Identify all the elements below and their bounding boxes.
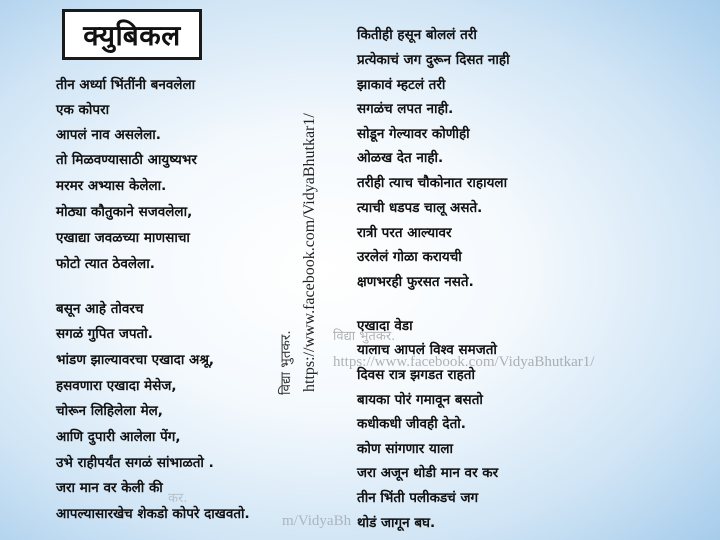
poem-line: रात्री परत आल्यावर	[357, 225, 452, 241]
poem-line: ओळख देत नाही.	[357, 150, 444, 166]
author-watermark: विद्या भुतकर.	[333, 329, 396, 344]
poem-line: आणि दुपारी आलेला पेंग,	[56, 429, 181, 445]
poem-line: एखादा वेडा	[357, 318, 413, 334]
title-box	[62, 9, 202, 60]
poem-title: क्युबिकल	[83, 18, 181, 52]
poem-line: थोडं जागून बघ.	[357, 515, 436, 531]
poem-line: मरमर अभ्यास केलेला.	[56, 178, 167, 194]
poem-line: आपल्यासारखेच शेकडो कोपरे दाखवतो.	[56, 506, 250, 522]
poem-line: मोठ्या कौतुकाने सजवलेला,	[56, 204, 193, 220]
poem-line: दिवस रात्र झगडत राहतो	[357, 367, 475, 383]
poem-line: उभे राहीपर्यंत सगळं सांभाळतो .	[56, 455, 214, 471]
poem-line: बायका पोरं गमावून बसतो	[357, 392, 483, 408]
url-watermark-partial: m/VidyaBh	[282, 513, 352, 529]
facebook-url-vertical: https://www.facebook.com/VidyaBhutkar1/	[301, 113, 318, 392]
poem-line: सगळंच लपत नाही.	[357, 101, 454, 117]
poem-line: तीन अर्ध्या भिंतींनी बनवलेला	[56, 77, 196, 93]
poem-line: बसून आहे तोवरच	[56, 301, 144, 317]
poem-line: त्याची धडपड चालू असते.	[357, 200, 483, 216]
poem-line: उरलेलं गोळा करायची	[357, 249, 462, 265]
poem-line: तो मिळवण्यासाठी आयुष्यभर	[56, 152, 197, 168]
poem-line: कधीकधी जीवही देतो.	[357, 416, 466, 432]
poem-line: भांडण झाल्यावरचा एखादा अश्रू,	[56, 352, 215, 368]
author-watermark-partial: कर.	[168, 491, 188, 506]
poem-line: सोडून गेल्यावर कोणीही	[357, 126, 470, 142]
poem-line: जरा मान वर केली की	[56, 480, 163, 496]
author-credit-vertical: विद्या भुतकर.	[278, 330, 294, 395]
poem-line: आपलं नाव असलेला.	[56, 127, 161, 143]
poem-line: एखाद्या जवळच्या माणसाचा	[56, 230, 190, 246]
poem-line: सगळं गुपित जपतो.	[56, 326, 153, 342]
poem-line: चोरून लिहिलेला मेल,	[56, 403, 163, 419]
poem-line: यालाच आपलं विश्व समजतो	[357, 342, 497, 358]
url-watermark: https://www.facebook.com/VidyaBhutkar1/	[333, 354, 595, 370]
poem-line: फोटो त्यात ठेवलेला.	[56, 256, 155, 272]
poem-line: जरा अजून थोडी मान वर कर	[357, 465, 499, 481]
poem-line: हसवणारा एखादा मेसेज,	[56, 378, 177, 394]
poem-line: प्रत्येकाचं जग दुरून दिसत नाही	[357, 52, 510, 68]
poem-line: एक कोपरा	[56, 102, 110, 118]
poem-line: झाकावं म्हटलं तरी	[357, 77, 446, 93]
poem-line: क्षणभरही फुरसत नसते.	[357, 274, 474, 290]
poem-line: तरीही त्याच चौकोनात राहायला	[357, 175, 508, 191]
poem-line: कितीही हसून बोललं तरी	[357, 27, 477, 43]
poem-line: तीन भिंती पलीकडचं जग	[357, 490, 479, 506]
poem-line: कोण सांगणार याला	[357, 441, 454, 457]
